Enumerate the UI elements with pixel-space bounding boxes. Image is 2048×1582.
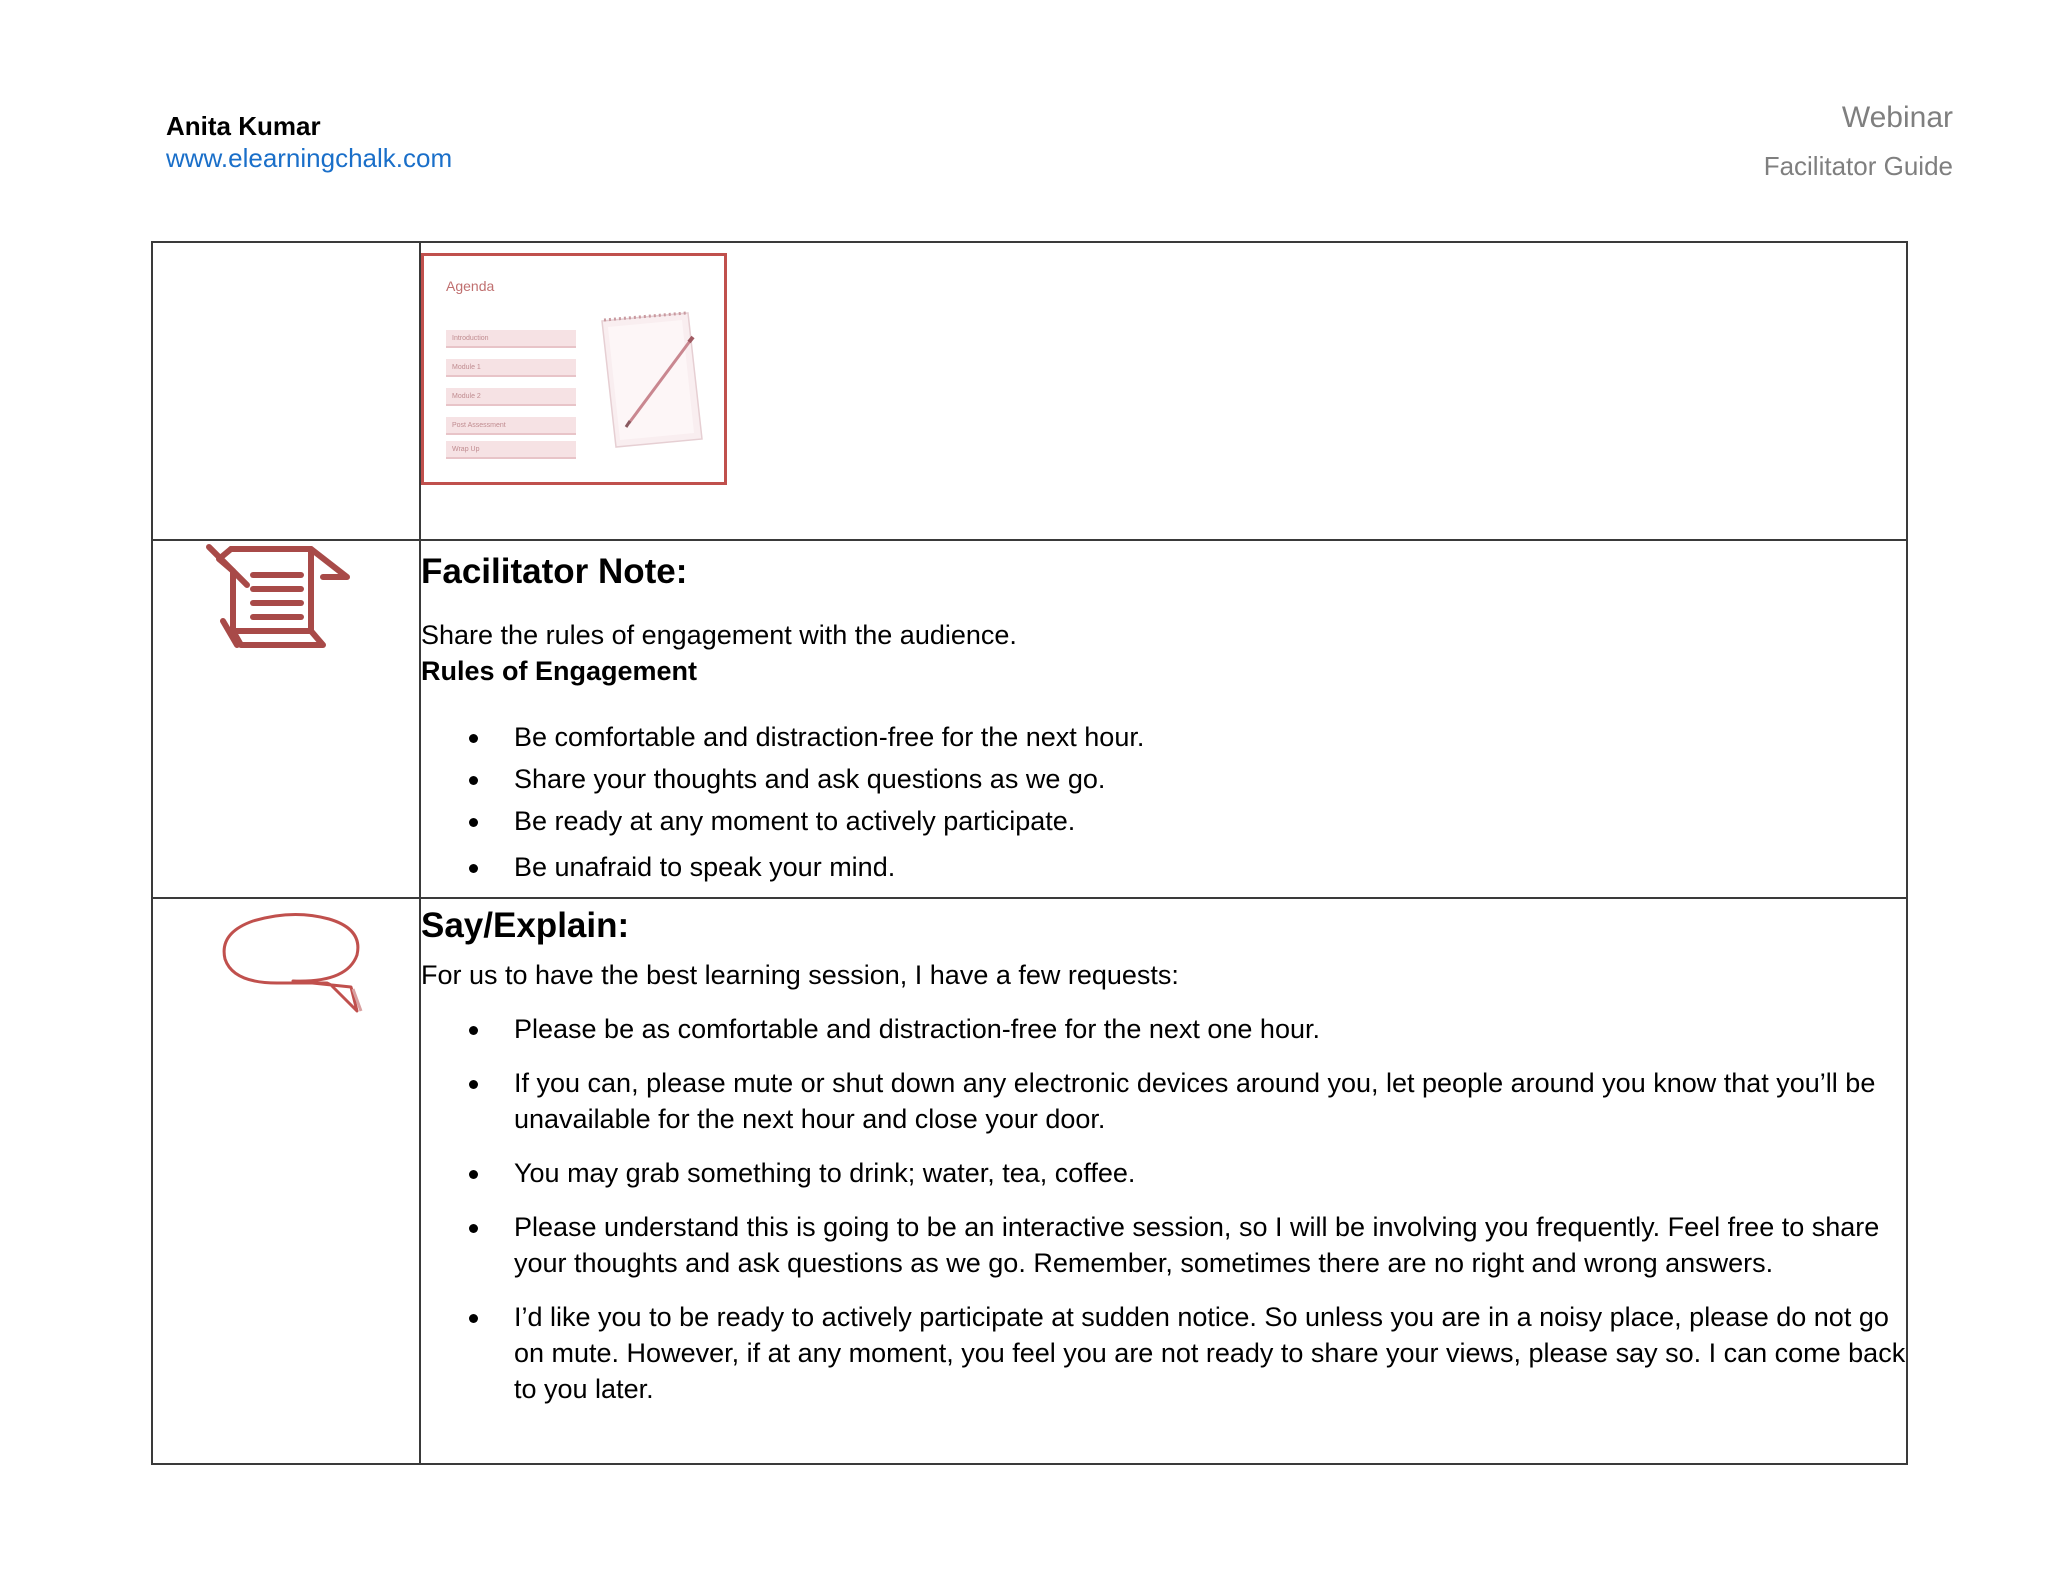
agenda-slide-item: Module 1 bbox=[446, 359, 576, 377]
speech-bubble-icon bbox=[153, 899, 419, 1019]
list-item: Share your thoughts and ask questions as we go. bbox=[421, 761, 1906, 797]
slide-row bbox=[152, 242, 1907, 540]
list-item: Please be as comfortable and distraction-free for the next one hour. bbox=[421, 1011, 1906, 1047]
facilitator-note-intro: Share the rules of engagement with the audience. bbox=[421, 620, 1017, 650]
scroll-note-icon bbox=[153, 541, 419, 661]
requests-list bbox=[421, 1011, 1906, 1407]
agenda-slide-thumbnail bbox=[421, 253, 727, 485]
agenda-slide-item: Wrap Up bbox=[446, 441, 576, 459]
list-item: You may grab something to drink; water, tea, coffee. bbox=[421, 1155, 1906, 1191]
facilitator-note-content-cell bbox=[420, 540, 1907, 898]
notepad-pencil-icon bbox=[594, 311, 704, 451]
facilitator-note-title: Facilitator Note: bbox=[421, 552, 688, 591]
doc-subtitle: Facilitator Guide bbox=[1763, 151, 1953, 181]
doc-type: Webinar bbox=[1841, 101, 1953, 134]
agenda-slide-title: Agenda bbox=[446, 278, 495, 294]
header-right bbox=[1764, 98, 1953, 182]
say-explain-content-cell bbox=[420, 898, 1907, 1464]
agenda-slide-item: Module 2 bbox=[446, 388, 576, 406]
facilitator-note-row bbox=[152, 540, 1907, 898]
website-link[interactable]: www.elearningchalk.com bbox=[166, 143, 453, 173]
say-explain-intro: For us to have the best learning session, I have a few requests: bbox=[421, 960, 1179, 990]
list-item: Be ready at any moment to actively participate. bbox=[421, 803, 1906, 839]
slide-row-icon-cell bbox=[152, 242, 420, 540]
rules-subheading: Rules of Engagement bbox=[421, 656, 698, 686]
say-explain-row bbox=[152, 898, 1907, 1464]
say-explain-title: Say/Explain: bbox=[421, 906, 630, 945]
agenda-slide-item: Introduction bbox=[446, 330, 576, 348]
list-item: Please understand this is going to be an interactive session, so I will be involving you frequently. Feel free to share your thoughts and ask questions as we go. Remember, sometimes there are no right and wrong answers. bbox=[421, 1209, 1906, 1281]
facilitator-note-icon-cell bbox=[152, 540, 420, 898]
list-item: If you can, please mute or shut down any electronic devices around you, let people around you know that you’ll be unavailable for the next hour and close your door. bbox=[421, 1065, 1906, 1137]
slide-row-content-cell bbox=[420, 242, 1907, 540]
list-item: Be unafraid to speak your mind. bbox=[421, 849, 1906, 885]
facilitator-guide-table bbox=[151, 241, 1908, 1465]
list-item: I’d like you to be ready to actively participate at sudden notice. So unless you are in a noisy place, please do not go on mute. However, if at any moment, you feel you are not ready to share your views, please say so. I can come back to you later. bbox=[421, 1299, 1906, 1407]
rules-list bbox=[421, 719, 1906, 885]
agenda-slide-item: Post Assessment bbox=[446, 417, 576, 435]
say-explain-icon-cell bbox=[152, 898, 420, 1464]
header-left bbox=[166, 110, 452, 174]
list-item: Be comfortable and distraction-free for the next hour. bbox=[421, 719, 1906, 755]
author-name: Anita Kumar bbox=[166, 111, 321, 141]
